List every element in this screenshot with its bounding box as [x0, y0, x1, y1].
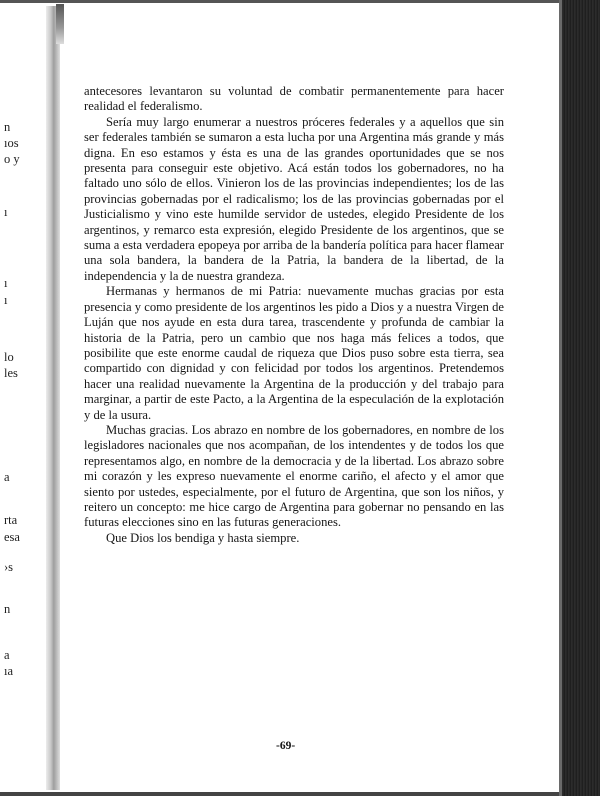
- paragraph: Sería muy largo enumerar a nuestros próceres federales y a aquellos que sin ser federales también se sumaron a esta lucha por una Argentina más grande y más digna. En eso estamos y ésta es una de las grandes oportunidades que se nos presenta para conseguir este objetivo. Acá están todos los gobernadores, no ha faltado uno sólo de ellos. Vinieron los de las provincias independientes; los de las provincias gobernadas por el radicalismo; los de las provincias gobernadas por el Justicialismo y vino este humilde servidor de ustedes, elegido Presidente de los argentinos, y remarco esta expresión, elegido Presidente de los argentinos, que se suma a esta verdadera epopeya por arriba de la bandería política para hacer flamear una sola bandera, la bandera de la Patria, la bandera de la libertad, de la independencia y la de nuestra grandeza.: [84, 114, 504, 283]
- book-binding-gutter: [46, 6, 60, 790]
- bleed-fragment: ıos: [4, 136, 19, 150]
- bleed-fragment: n: [4, 602, 11, 616]
- bleed-fragment: o y: [4, 152, 20, 166]
- scan-bottom-edge: [0, 792, 600, 796]
- gutter-shadow: [56, 4, 64, 44]
- bleed-fragment: ı: [4, 276, 8, 290]
- scan-right-edge: [562, 0, 600, 796]
- bleed-fragment: ı: [4, 293, 8, 307]
- speech-text: [84, 84, 504, 546]
- bleed-fragment: a: [4, 470, 10, 484]
- bleed-fragment: ›s: [4, 560, 14, 574]
- paragraph: Hermanas y hermanos de mi Patria: nuevamente muchas gracias por esta presencia y como presidente de los argentinos les pido a Dios y a nuestra Virgen de Luján que nos ayude en esta dura tarea, trascendente y profunda de cambiar la historia de la Patria, pero un cambio que nos haga más felices a todos, que posibilite que este enorme caudal de riqueza que Dios puso sobre esta tierra, sea compartido con dignidad y con felicidad por todos los argentinos. Pretendemos hacer una realidad nuevamente la Argentina de la producción y del trabajo para marginar, a partir de este Pacto, a la Argentina de la especulación de la explotación y de la usura.: [84, 284, 504, 422]
- bleed-fragment: a: [4, 648, 10, 662]
- bleed-fragment: ıa: [4, 664, 14, 678]
- page-number: -69-: [276, 740, 296, 752]
- bleed-fragment: lo: [4, 350, 14, 364]
- bleed-fragment: rta: [4, 513, 18, 527]
- bleed-fragment: esa: [4, 530, 20, 544]
- bleed-fragment: n: [4, 120, 11, 134]
- bleed-fragment: les: [4, 366, 18, 380]
- facing-page-bleed: [0, 0, 40, 796]
- scan-top-edge: [0, 0, 600, 3]
- paragraph: Muchas gracias. Los abrazo en nombre de los gobernadores, en nombre de los legisladores nacionales que nos acompañan, de los intendentes y de todos los que representamos algo, en nombre de la democracia y de la libertad. Los abrazo sobre mi corazón y les expreso nuevamente el enorme cariño, el afecto y el amor que siento por ustedes, especialmente, por el futuro de Argentina, que son los niños, y reitero un concepto: me hice cargo de Argentina para gobernar no pensando en las futuras elecciones sino en las futuras generaciones.: [84, 422, 504, 530]
- closing-line: Que Dios los bendiga y hasta siempre.: [106, 530, 300, 545]
- paragraph: antecesores levantaron su voluntad de combatir permanentemente para hacer realidad el federalismo.: [84, 84, 504, 114]
- bleed-fragment: ı: [4, 205, 8, 219]
